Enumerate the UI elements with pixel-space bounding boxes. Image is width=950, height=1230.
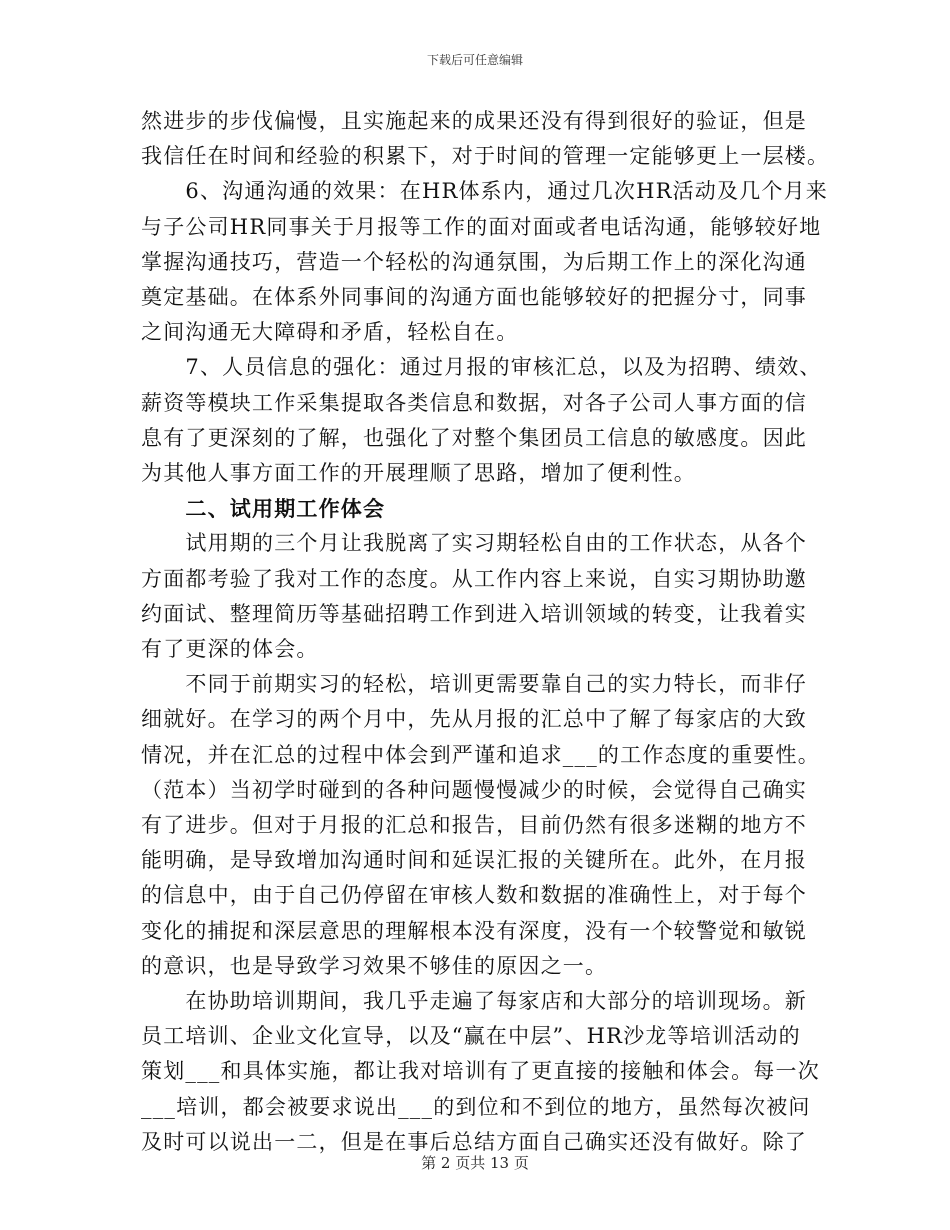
text-line: 的信息中，由于自己仍停留在审核人数和数据的准确性上，对于每个	[141, 883, 807, 908]
text-line: 奠定基础。在体系外同事间的沟通方面也能够较好的把握分寸，同事	[141, 285, 807, 310]
text-line: 6、沟通沟通的效果：在HR体系内，通过几次HR活动及几个月来	[141, 179, 829, 204]
text-line: （范本）当初学时碰到的各种问题慢慢减少的时候，会觉得自己确实	[141, 777, 807, 802]
paragraph-personnel-info	[141, 350, 822, 491]
section-heading-text: 二、试用期工作体会	[141, 496, 386, 522]
paragraph-time-management-end	[141, 104, 830, 174]
text-line: 能明确，是导致增加沟通时间和延误汇报的关键所在。此外，在月报	[141, 848, 807, 873]
text-line: 之间沟通无大障碍和矛盾，轻松自在。	[141, 320, 519, 345]
text-line: 策划___和具体实施，都让我对培训有了更直接的接触和体会。每一次	[141, 1059, 820, 1084]
text-line: 及时可以说出一二，但是在事后总结方面自己确实还没有做好。除了	[141, 1129, 807, 1154]
text-line: 情况，并在汇总的过程中体会到严谨和追求___的工作态度的重要性。	[141, 742, 820, 767]
text-line: 试用期的三个月让我脱离了实习期轻松自由的工作状态，从各个	[141, 531, 807, 556]
text-line: 有了更深的体会。	[141, 637, 319, 662]
section-heading	[141, 491, 813, 526]
text-line: 在协助培训期间，我几乎走遍了每家店和大部分的培训现场。新	[141, 989, 807, 1014]
text-line: 为其他人事方面工作的开展理顺了思路，增加了便利性。	[141, 461, 696, 486]
paragraph-training-learning	[141, 667, 820, 984]
text-line: 掌握沟通技巧，营造一个轻松的沟通氛围，为后期工作上的深化沟通	[141, 249, 807, 274]
paragraph-communication	[141, 174, 829, 350]
text-line: 然进步的步伐偏慢，且实施起来的成果还没有得到很好的验证，但是	[141, 109, 807, 133]
text-line: 7、人员信息的强化：通过月报的审核汇总，以及为招聘、绩效、	[141, 355, 822, 380]
text-line: 细就好。在学习的两个月中，先从月报的汇总中了解了每家店的大致	[141, 707, 807, 732]
paragraph-probation-intro	[141, 526, 813, 667]
document-body	[141, 104, 830, 1160]
text-line: 薪资等模块工作采集提取各类信息和数据，对各子公司人事方面的信	[141, 390, 807, 415]
text-line: ___培训，都会被要求说出___的到位和不到位的地方，虽然每次被问	[141, 1094, 811, 1119]
text-line: 员工培训、企业文化宣导，以及“赢在中层”、HR沙龙等培训活动的	[141, 1024, 801, 1049]
text-line: 方面都考验了我对工作的态度。从工作内容上来说，自实习期协助邀	[141, 566, 807, 591]
text-line: 与子公司HR同事关于月报等工作的面对面或者电话沟通，能够较好地	[141, 214, 822, 239]
text-line: 变化的捕捉和深层意思的理解根本没有深度，没有一个较警觉和敏锐	[141, 918, 807, 943]
page-footer: 第 2 页共 13 页	[421, 1154, 529, 1172]
text-line: 约面试、整理简历等基础招聘工作到进入培训领域的转变，让我着实	[141, 601, 807, 626]
page-header: 下载后可任意编辑	[426, 53, 523, 67]
text-line: 的意识，也是导致学习效果不够佳的原因之一。	[141, 953, 608, 978]
text-line: 不同于前期实习的轻松，培训更需要靠自己的实力特长，而非仔	[141, 672, 807, 697]
text-line: 我信任在时间和经验的积累下，对于时间的管理一定能够更上一层楼。	[141, 144, 830, 169]
text-line: 息有了更深刻的了解，也强化了对整个集团员工信息的敏感度。因此	[141, 425, 807, 450]
paragraph-training-assist	[141, 984, 820, 1160]
text-line: 有了进步。但对于月报的汇总和报告，目前仍然有很多迷糊的地方不	[141, 813, 807, 838]
